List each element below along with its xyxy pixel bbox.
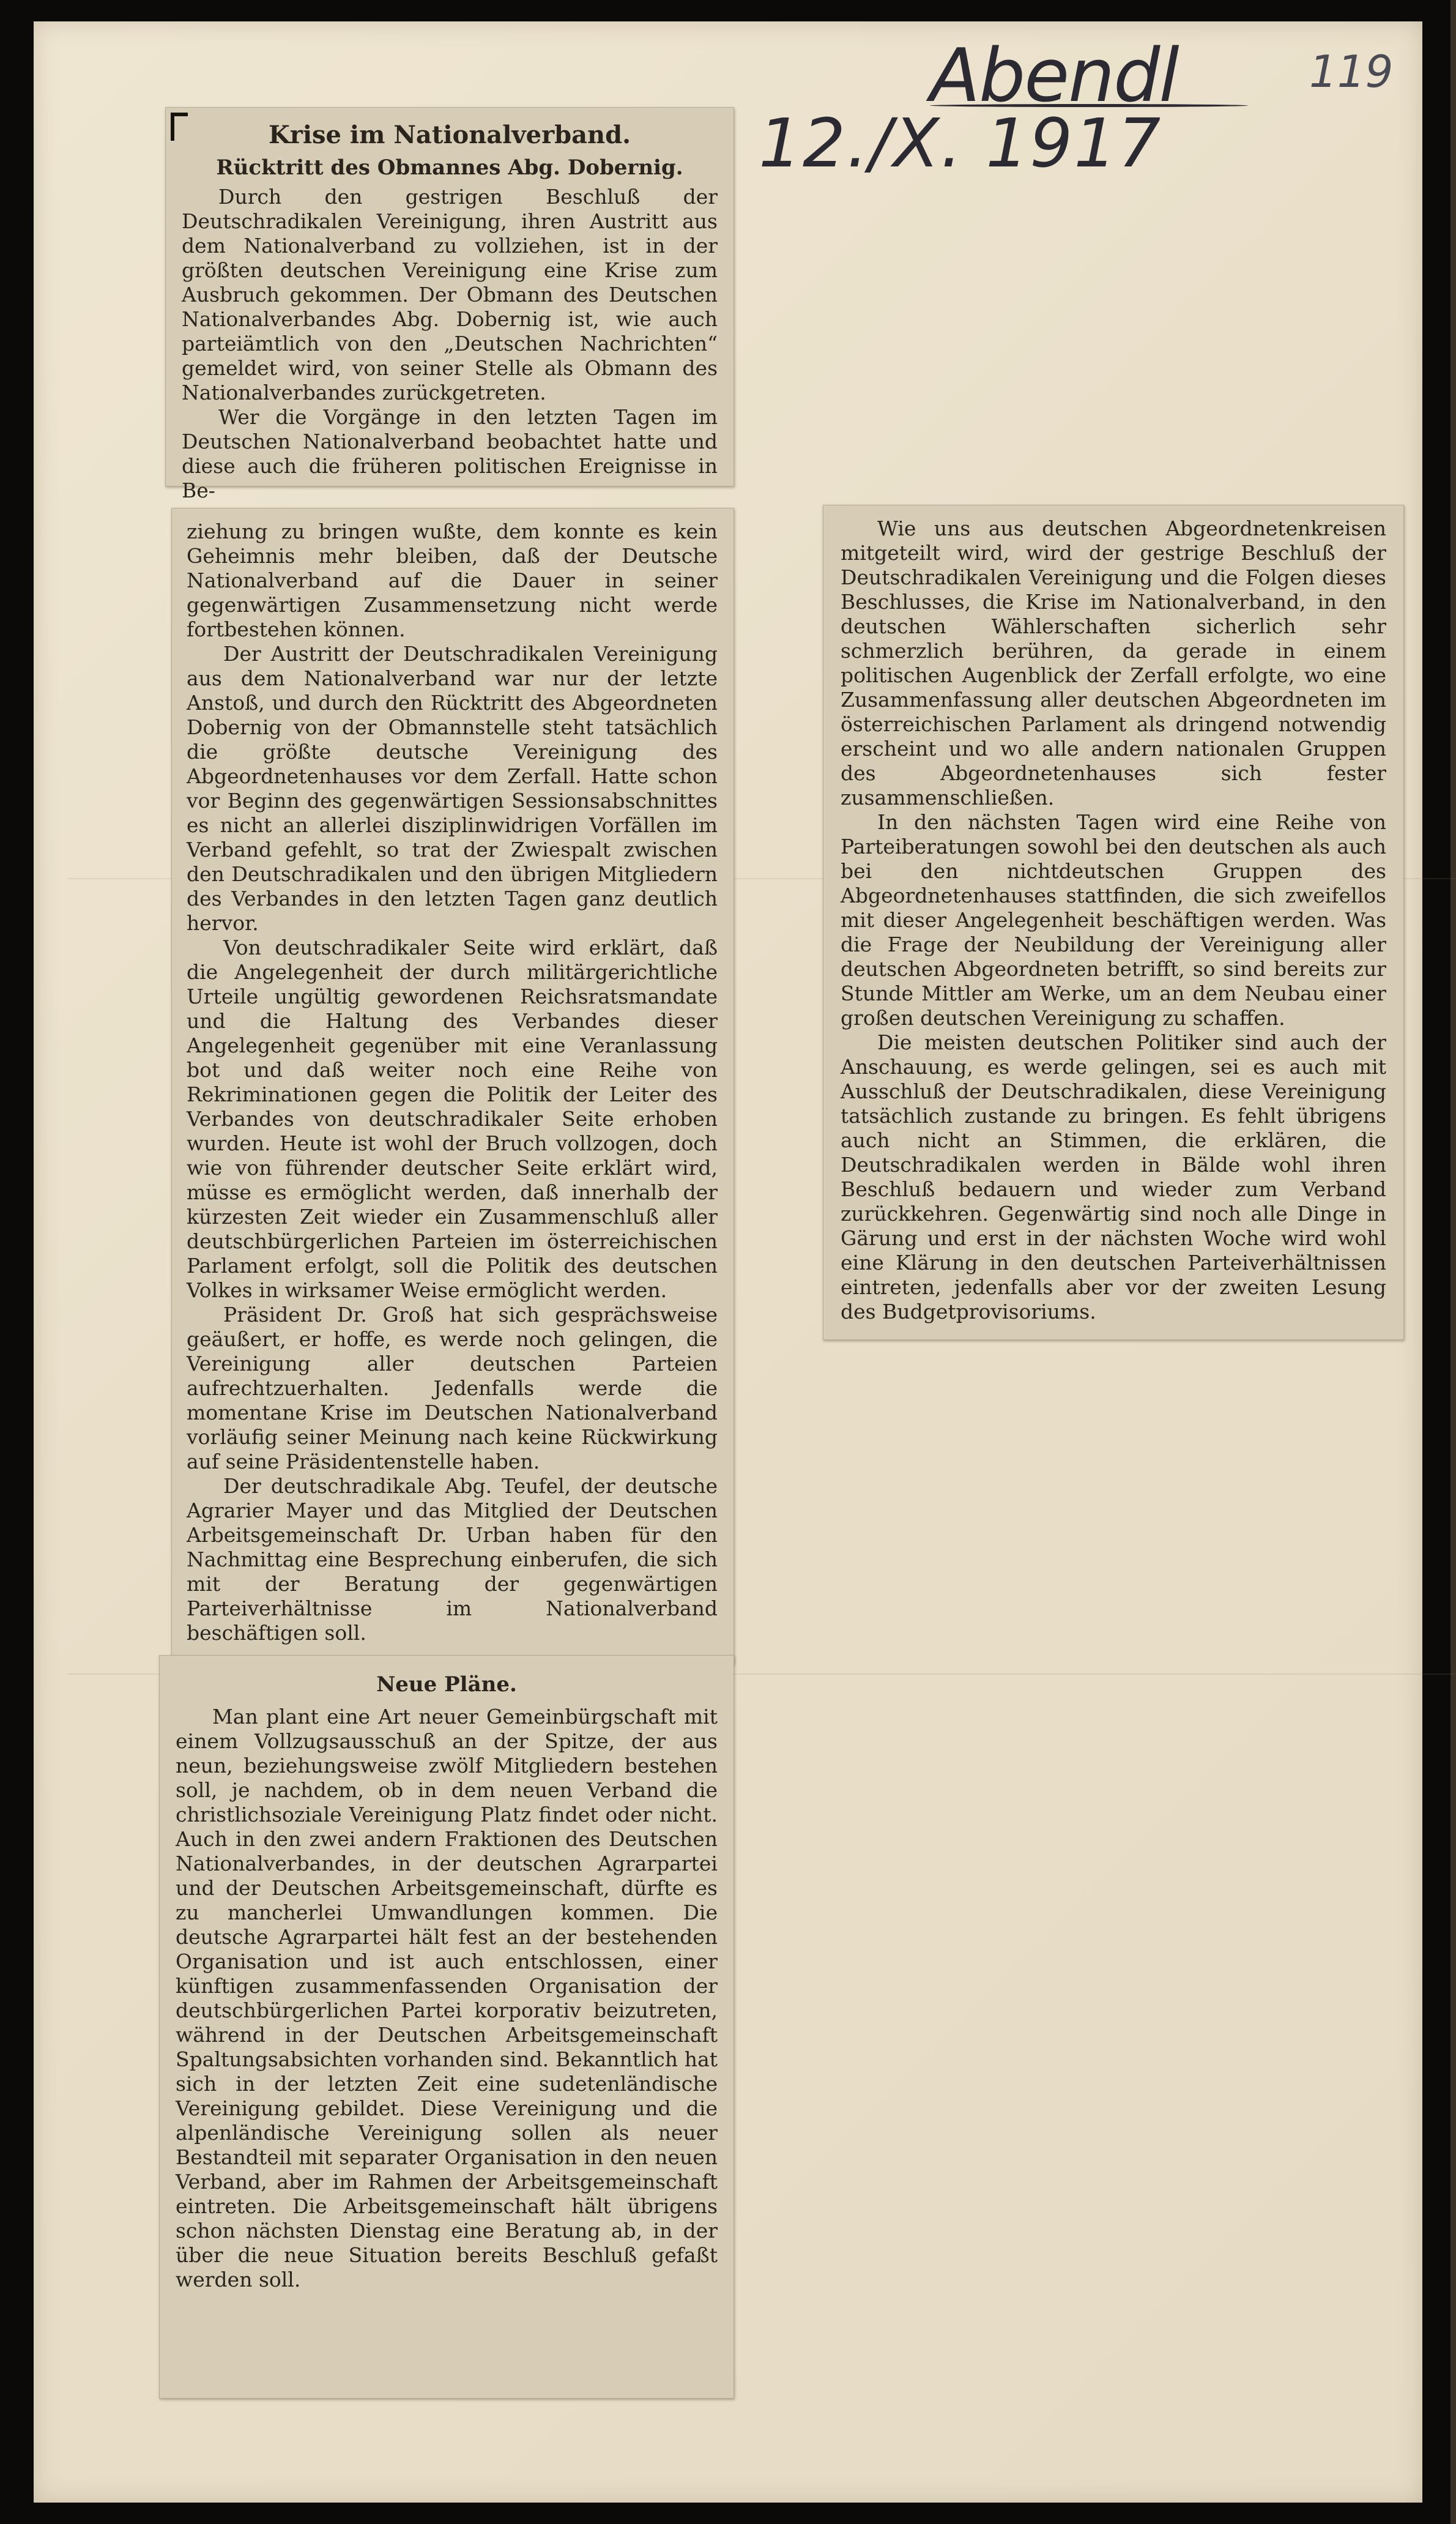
article-paragraph: ziehung zu bringen wußte, dem konnte es kein Geheimnis mehr bleiben, daß der Deutsche Nationalverband auf die Dauer in seiner gegenwärtigen Zusammensetzung nicht werde fortbestehen können.	[187, 519, 718, 641]
clipping-neue-plaene	[159, 1655, 734, 2399]
article-paragraph: Durch den gestrigen Beschluß der Deutschradikalen Vereinigung, ihren Austritt aus dem Nationalverband zu vollziehen, ist in der größten deutschen Vereinigung eine Krise zum Ausbruch gekommen. Der Obmann des Deutschen Nationalverbandes Abg. Dobernig ist, wie auch parteiämtlich von den „Deutschen Nachrichten“ gemeldet wird, von seiner Stelle als Obmann des Nationalverbandes zurückgetreten.	[182, 185, 718, 404]
article-paragraph: Präsident Dr. Groß hat sich gesprächsweise geäußert, er hoffe, es werde noch gelingen, die Vereinigung aller deutschen Parteien aufrechtzuerhalten. Jedenfalls werde die momentane Krise im Deutschen Nationalverband vorläufig seiner Meinung nach keine Rückwirkung auf seine Präsidentenstelle haben.	[187, 1303, 718, 1473]
article-headline: Krise im Nationalverband.	[268, 121, 631, 149]
clipping-headline-article	[165, 107, 734, 502]
clipping-right-column	[823, 505, 1404, 1340]
article-subhead: Rücktritt des Obmannes Abg. Dobernig.	[216, 155, 683, 180]
section-subhead: Neue Pläne.	[376, 1672, 517, 1697]
article-paragraph: Von deutschradikaler Seite wird erklärt, daß die Angelegenheit der durch militärgerichtliche Urteile ungültig gewordenen Reichsratsmandate und die Haltung des Verbandes dieser Angelegenheit gegenüber mit eine Veranlassung bot und daß weiter noch eine Reihe von Rekriminationen gegen die Politik der Leiter des Verbandes von deutschradikaler Seite erhoben wurden. Heute ist wohl der Bruch vollzogen, doch wie von führender deutscher Seite erklärt wird, müsse es ermöglicht werden, daß innerhalb der kürzesten Zeit wieder ein Zusammenschluß aller deutschbürgerlichen Parteien im österreichischen Parlament erfolgt, soll die Politik des deutschen Volkes in wirksamer Weise ermöglicht werden.	[187, 936, 718, 1302]
article-paragraph: Der deutschradikale Abg. Teufel, der deutsche Agrarier Mayer und das Mitglied der Deutschen Arbeitsgemeinschaft Dr. Urban haben für den Nachmittag eine Besprechung einberufen, die sich mit der Beratung der gegenwärtigen Parteiverhältnisse im Nationalverband beschäftigen soll.	[187, 1474, 718, 1645]
clipping-continuation	[171, 508, 734, 1664]
article-paragraph: Die meisten deutschen Politiker sind auch der Anschauung, es werde gelingen, sei es auch mit Ausschluß der Deutschradikalen, diese Vereinigung tatsächlich zustande zu bringen. Es fehlt übrigens auch nicht an Stimmen, die erklären, die Deutschradikalen werden in Bälde wohl ihren Beschluß bedauern und wieder zum Verband zurückkehren. Gegenwärtig sind noch alle Dinge in Gärung und erst in der nächsten Woche wird wohl eine Klärung in den deutschen Parteiverhältnissen eintreten, jedenfalls aber vor der zweiten Lesung des Budgetprovisoriums.	[841, 1030, 1386, 1323]
corner-bracket-mark	[171, 113, 188, 141]
folio-number: 119	[1309, 46, 1394, 97]
handwritten-date: 12./X. 1917	[759, 104, 1162, 182]
article-paragraph: Wie uns aus deutschen Abgeordnetenkreisen mitgeteilt wird, wird der gestrige Beschluß der Deutschradikalen Vereinigung und die Folgen dieses Beschlusses, die Krise im Nationalverband, in den deutschen Wählerschaften sicherlich sehr schmerzlich berühren, da gerade in einem politischen Augenblick der Zerfall erfolgte, wo eine Zusammenfassung aller deutschen Abgeordneten im österreichischen Parlament als dringend notwendig erscheint und wo alle andern nationalen Gruppen des Abgeordnetenhauses sich fester zusammenschließen.	[841, 516, 1386, 810]
article-paragraph: Man plant eine Art neuer Gemeinbürgschaft mit einem Vollzugsausschuß an der Spitze, der aus neun, beziehungsweise zwölf Mitgliedern bestehen soll, je nachdem, ob in dem neuen Verband die christlichsoziale Vereinigung Platz findet oder nicht. Auch in den zwei andern Fraktionen des Deutschen Nationalverbandes, in der deutschen Agrarpartei und der Deutschen Arbeitsgemeinschaft, dürfte es zu mancherlei Umwandlungen kommen. Die deutsche Agrarpartei hält fest an der bestehenden Organisation und ist auch entschlossen, einer künftigen zusammenfassenden Organisation der deutschbürgerlichen Partei korporativ beizutreten, während in der Deutschen Arbeitsgemeinschaft Spaltungsabsichten vorhanden sind. Bekanntlich hat sich in der letzten Zeit eine sudetenländische Vereinigung gebildet. Diese Vereinigung und die alpenländische Vereinigung sollen als neuer Bestandteil mit separater Organisation in den neuen Verband, aber im Rahmen der Arbeitsgemeinschaft eintreten. Die Arbeitsgemeinschaft hält übrigens schon nächsten Dienstag eine Beratung ab, in der über die neue Situation bereits Beschluß gefaßt werden soll.	[176, 1705, 718, 2291]
article-paragraph: In den nächsten Tagen wird eine Reihe von Parteiberatungen sowohl bei den deutschen als auch bei den nichtdeutschen Gruppen des Abgeordnetenhauses stattfinden, die sich zweifellos mit dieser Angelegenheit beschäftigen werden. Was die Frage der Neubildung der Vereinigung aller deutschen Abgeordneten betrifft, so sind bereits zur Stunde Mittler am Werke, um an dem Neubau einer großen deutschen Vereinigung zu schaffen.	[841, 810, 1386, 1030]
handwritten-note: Abendl	[930, 34, 1178, 119]
article-paragraph: Der Austritt der Deutschradikalen Vereinigung aus dem Nationalverband war nur der letzte Anstoß, und durch den Rücktritt des Abgeordneten Dobernig von der Obmannstelle steht tatsächlich die größte deutsche Vereinigung des Abgeordnetenhauses vor dem Zerfall. Hatte schon vor Beginn des gegenwärtigen Sessionsabschnittes es nicht an allerlei disziplinwidrigen Vorfällen im Verband gefehlt, so trat der Zwiespalt zwischen den Deutschradikalen und den übrigen Mitgliedern des Verbandes in den letzten Tagen ganz deutlich hervor.	[187, 642, 718, 935]
article-paragraph: Wer die Vorgänge in den letzten Tagen im Deutschen Nationalverband beobachtet hatte und diese auch die früheren politischen Ereignisse in Be-	[182, 405, 718, 502]
